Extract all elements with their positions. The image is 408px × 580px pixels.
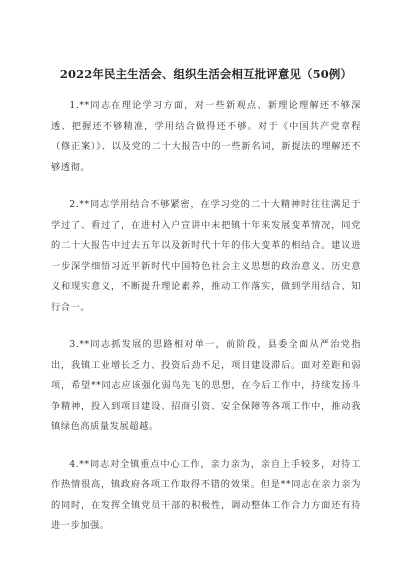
document-title: 2022年民主生活会、组织生活会相互批评意见（50例） bbox=[59, 67, 353, 81]
critique-paragraph-1: 1.**同志在理论学习方面，对一些新观点、新理论理解还不够深透、把握还不够精准，学用结合做得还不够。对于《中国共产党章程（修正案）》、以及党的二十大报告中的一些新名词，新提法的理解还不够透彻。 bbox=[51, 100, 361, 173]
critique-paragraph-2: 2.**同志学用结合不够紧密，在学习党的二十大精神时往往满足于学过了、看过了，在进村入户宣讲中未把镇十年来发展变革情况，同党的二十大报告中过去五年以及新时代十年的伟大变革的相结合。建议进一步深学细悟习近平新时代中国特色社会主义思想的政治意义、历史意义和现实意义，不断提升理论素养，推动工作落实，做到学用结合、知行合一。 bbox=[51, 199, 361, 313]
critique-paragraph-4: 4.**同志对全镇重点中心工作，亲力亲为，亲自上手较多，对待工作热情很高，镇政府各项工作取得不错的效果。但是**同志在亲力亲为的同时，在发挥全镇党员干部的积极性，调动整体工作合力方面还有待进一步加强。 bbox=[51, 458, 361, 531]
critique-paragraph-3: 3.**同志抓发展的思路相对单一，前阶段，县委全面从严治党指出，我镇工业增长乏力、投资后劲不足，项目建设滞后。面对差距和弱项，希望**同志应该强化弱鸟先飞的思想，在今后工作中，持续发扬斗争精神，投入到项目建设、招商引资、安全保障等各项工作中，推动我镇绿色高质量发展超越。 bbox=[51, 339, 361, 432]
